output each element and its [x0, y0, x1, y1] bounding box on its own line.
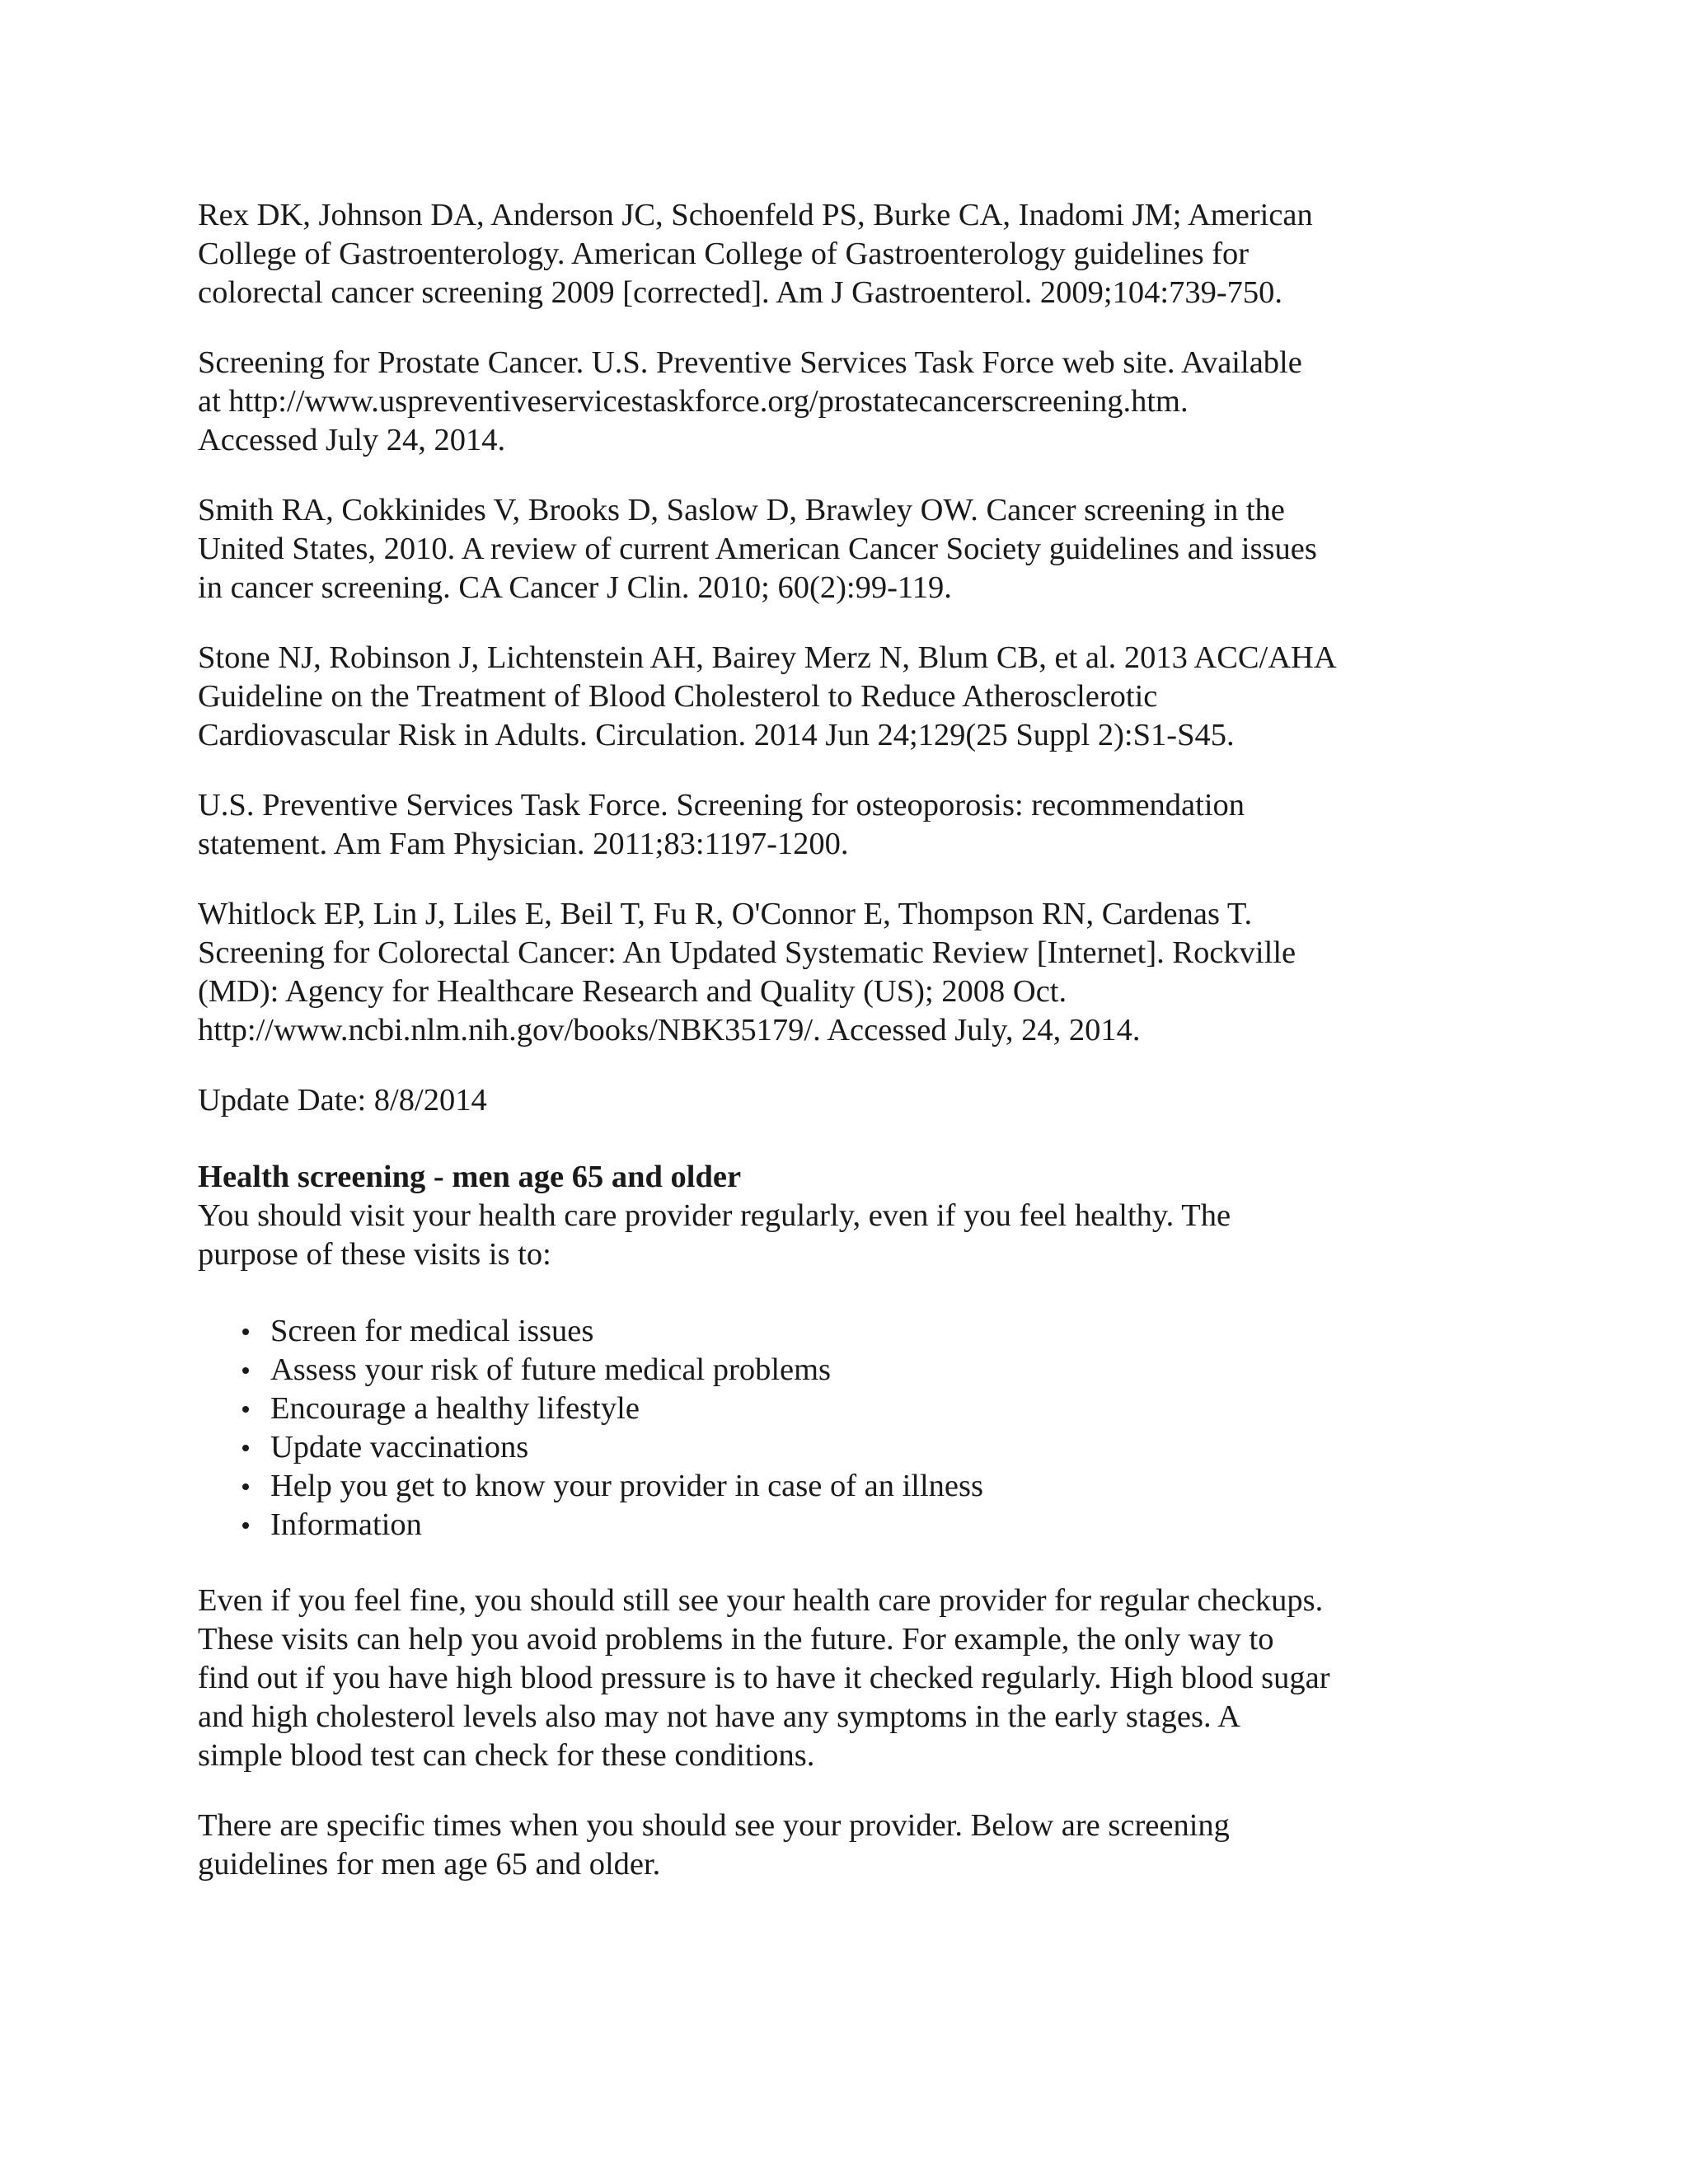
body-paragraph: [198, 1807, 1434, 1884]
reference-list: [198, 196, 1434, 1050]
reference-item: [198, 895, 1434, 1050]
intro-paragraph: [198, 1197, 1434, 1274]
reference-item: [198, 196, 1434, 312]
document-page: [198, 196, 1434, 1915]
reference-line: http://www.ncbi.nlm.nih.gov/books/NBK35179/. Accessed July, 24, 2014.: [198, 1013, 1141, 1047]
body-paragraph: [198, 1582, 1434, 1775]
section-heading: Health screening - men age 65 and older: [198, 1160, 742, 1194]
reference-line: Stone NJ, Robinson J, Lichtenstein AH, Bairey Merz N, Blum CB, et al. 2013 ACC/AHA: [198, 640, 1337, 675]
paragraph-line: find out if you have high blood pressure is to have it checked regularly. High blood sugar: [198, 1661, 1330, 1695]
list-item: Update vaccinations: [237, 1428, 1434, 1467]
intro-line: You should visit your health care provider regularly, even if you feel healthy. The: [198, 1198, 1231, 1233]
reference-line: Accessed July 24, 2014.: [198, 423, 506, 457]
reference-item: [198, 344, 1434, 460]
reference-line: Whitlock EP, Lin J, Liles E, Beil T, Fu R, O'Connor E, Thompson RN, Cardenas T.: [198, 897, 1253, 931]
update-date: Update Date: 8/8/2014: [198, 1083, 487, 1118]
paragraph-line: There are specific times when you should see your provider. Below are screening: [198, 1808, 1230, 1843]
paragraph-line: These visits can help you avoid problems in the future. For example, the only way to: [198, 1622, 1274, 1657]
reference-item: [198, 786, 1434, 864]
intro-line: purpose of these visits is to:: [198, 1237, 551, 1272]
list-item: Assess your risk of future medical problems: [237, 1351, 1434, 1390]
paragraph-line: Even if you feel fine, you should still see your health care provider for regular checkups.: [198, 1583, 1324, 1618]
reference-line: Cardiovascular Risk in Adults. Circulation. 2014 Jun 24;129(25 Suppl 2):S1-S45.: [198, 718, 1235, 752]
list-item: Help you get to know your provider in case of an illness: [237, 1467, 1434, 1506]
list-item: Screen for medical issues: [237, 1312, 1434, 1351]
reference-line: College of Gastroenterology. American College of Gastroenterology guidelines for: [198, 237, 1250, 271]
reference-line: in cancer screening. CA Cancer J Clin. 2010; 60(2):99-119.: [198, 570, 952, 605]
visit-purpose-list: [198, 1312, 1434, 1544]
reference-line: colorectal cancer screening 2009 [corrected]. Am J Gastroenterol. 2009;104:739-750.: [198, 275, 1283, 310]
paragraph-line: guidelines for men age 65 and older.: [198, 1847, 661, 1882]
paragraph-line: and high cholesterol levels also may not have any symptoms in the early stages. A: [198, 1699, 1240, 1734]
reference-line: U.S. Preventive Services Task Force. Screening for osteoporosis: recommendation: [198, 788, 1245, 823]
reference-line: Screening for Prostate Cancer. U.S. Preventive Services Task Force web site. Available: [198, 345, 1302, 380]
reference-line: United States, 2010. A review of current American Cancer Society guidelines and issues: [198, 532, 1317, 566]
screening-section: [198, 1158, 1434, 1884]
reference-line: at http://www.uspreventiveservicestaskforce.org/prostatecancerscreening.htm.: [198, 384, 1189, 419]
reference-line: statement. Am Fam Physician. 2011;83:1197-1200.: [198, 827, 849, 861]
reference-line: Rex DK, Johnson DA, Anderson JC, Schoenfeld PS, Burke CA, Inadomi JM; American: [198, 198, 1313, 232]
list-item: Encourage a healthy lifestyle: [237, 1390, 1434, 1428]
paragraph-line: simple blood test can check for these conditions.: [198, 1738, 815, 1773]
reference-item: [198, 491, 1434, 607]
reference-line: (MD): Agency for Healthcare Research and Quality (US); 2008 Oct.: [198, 974, 1067, 1009]
reference-line: Smith RA, Cokkinides V, Brooks D, Saslow D, Brawley OW. Cancer screening in the: [198, 493, 1285, 527]
list-item: Information: [237, 1506, 1434, 1544]
reference-item: [198, 639, 1434, 755]
reference-line: Guideline on the Treatment of Blood Cholesterol to Reduce Atherosclerotic: [198, 679, 1158, 714]
reference-line: Screening for Colorectal Cancer: An Updated Systematic Review [Internet]. Rockville: [198, 935, 1296, 970]
